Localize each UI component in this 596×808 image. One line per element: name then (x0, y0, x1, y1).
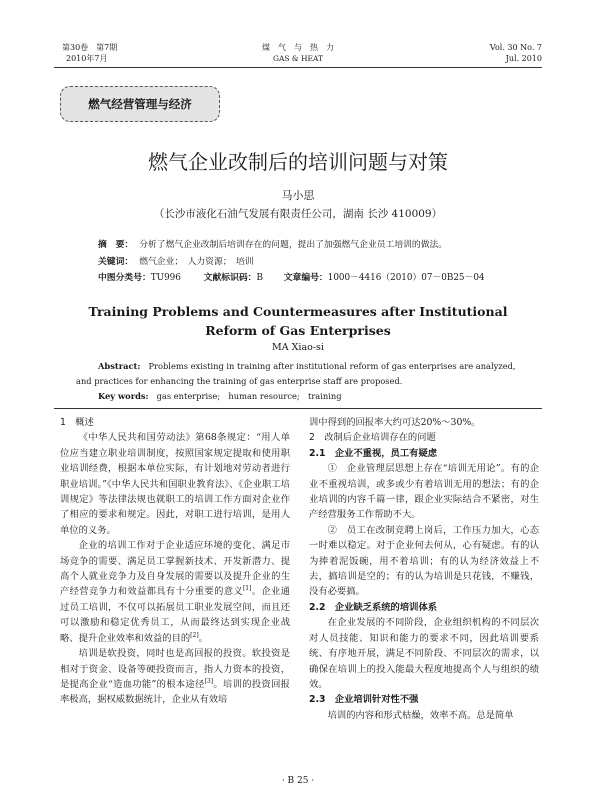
section-2-2-heading: 2.2 企业缺乏系统的培训体系 (309, 601, 438, 613)
abstract-en-text-2: and practices for enhancing the training of gas enterprise staff are proposed. (76, 376, 403, 386)
volume-cn: 第30卷 第7期 (62, 43, 118, 52)
paragraph-2-3: 培训的内容和形式枯燥，效率不高。总是简单 (327, 709, 514, 721)
journal-name-en: GAS & HEAT (272, 54, 323, 63)
date-cn: 2010年7月 (66, 54, 108, 63)
paragraph-3-text-b: 。培训的投资回报率极高，据权威数据统计，企业从有效培 (60, 678, 290, 706)
paragraph-2-2: 在企业发展的不同阶段，企业组织机构的不同层次对人员技能、知识和能力的要求不同，因此培训要系统、有序地开展，满足不同阶段、不同层次的需求，以确保在培训上的投入能最大程度地提高个人与组织的绩效。 (309, 617, 539, 690)
citation-3: [3] (204, 677, 214, 685)
column-label-box (60, 86, 220, 122)
abstract-en-line1 (98, 361, 516, 373)
clc-label: 中图分类号： (98, 273, 151, 283)
citation-1: [1] (242, 585, 252, 593)
column-label: 燃气经营管理与经济 (88, 97, 192, 111)
journal-name-cn: 煤 气 与 热 力 (262, 43, 334, 52)
abstract-rule (54, 408, 542, 409)
paragraph-2-text-c: 。 (198, 632, 208, 644)
paragraph-1: 《中华人民共和国劳动法》第68条规定：“用人单位应当建立职业培训制度，按照国家规定提取和使用职业培训经费，根据本单位实际，有计划地对劳动者进行职业培训。”《中华人民共和国职业教育法》、《企业职工培训规定》等法律法规也就职工的培训工作方面对企业作了相应的要求和规定。因此，对职工进行培训，是用人单位的义务。 (60, 432, 290, 536)
clc-value: TU996 (150, 273, 181, 283)
section-2-1-heading: 2.1 企业不重视，员工有疑虑 (309, 447, 438, 459)
section-2-3-heading: 2.3 企业培训针对性不强 (309, 694, 419, 706)
paragraph-continued: 训中得到的回报率大约可达20%～30%。 (309, 417, 481, 428)
paragraph-2-1-b: ② 员工在改制竞聘上岗后，工作压力加大，心态一时难以稳定。对于企业何去何从，心有疑虑。有的认为捧着泥饭碗，用不着培训；有的认为经济效益上不去，搞培训是空的；有的认为培训是只花钱，不赚钱，没有必要搞。 (309, 524, 539, 598)
abstract-en-text-1: Problems existing in training after institutional reform of gas enterprises are analyzed, (148, 361, 516, 371)
abstract-cn-label: 摘 要： (98, 240, 134, 250)
volume-en: Vol. 30 No. 7 (489, 43, 542, 52)
author-cn: 马小思 (281, 189, 315, 202)
article-id-value: 1000－4416（2010）07－0B25－04 (327, 273, 485, 283)
title-en-line2: Reform of Gas Enterprises (205, 323, 391, 338)
abstract-cn (98, 239, 447, 251)
affiliation-cn: （长沙市液化石油气发展有限责任公司，湖南 长沙 410009） (153, 208, 443, 220)
paragraph-2 (60, 538, 290, 646)
paragraph-2-text-b: 。企业通过员工培训，不仅可以拓展员工职业发展空间，而且还可以激励和稳定优秀员工，从而最终达到实现企业战略、提升企业效率和效益的目的 (60, 586, 290, 644)
section-2-heading: 2 改制后企业培训存在的问题 (309, 432, 436, 444)
keywords-cn (98, 256, 254, 268)
section-1-heading: 1 概述 (60, 417, 94, 428)
article-title-en (0, 302, 596, 340)
keywords-en-label: Key words: (98, 391, 149, 401)
right-column (309, 415, 539, 723)
article-title-cn: 燃气企业改制后的培训问题与对策 (148, 150, 448, 174)
left-column (60, 415, 290, 708)
doc-code-label: 文献标识码： (203, 273, 257, 283)
classification-line (98, 272, 485, 284)
keywords-cn-text: 燃气企业； 人力资源； 培训 (139, 257, 254, 267)
paragraph-3 (60, 646, 290, 708)
date-en: Jul. 2010 (505, 54, 542, 63)
running-header-right (490, 42, 542, 64)
page-number: · B 25 · (281, 776, 315, 786)
doc-code-value: B (256, 273, 263, 283)
paragraph-2-1-a: ① 企业管理层思想上存在“培训无用论”。有的企业不重视培训，或多或少有着培训无用的想法；有的企业培训的内容千篇一律，跟企业实际结合不紧密，对生产经营服务工作帮助不大。 (309, 463, 539, 521)
abstract-cn-text: 分析了燃气企业改制后培训存在的问题，提出了加强燃气企业员工培训的做法。 (139, 240, 448, 250)
keywords-en (98, 391, 342, 403)
title-en-line1: Training Problems and Countermeasures after Institutional (88, 304, 508, 319)
header-rule (54, 67, 542, 68)
abstract-en-label: Abstract: (98, 361, 141, 371)
paragraph-3-text-a: 培训是软投资，同时也是高回报的投资。软投资是相对于资金、设备等硬投资而言，指人力资本的投资，是提高企业“造血功能”的根本途径 (60, 648, 290, 690)
author-en: MA Xiao-si (272, 342, 324, 353)
article-id-label: 文章编号： (283, 273, 328, 283)
keywords-cn-label: 关键词： (98, 257, 134, 267)
keywords-en-text: gas enterprise; human resource; training (156, 391, 342, 401)
citation-2: [2] (190, 631, 199, 639)
paragraph-2-text-a: 企业的培训工作对于企业适应环境的变化、满足市场竞争的需要、满足员工掌握新技术、开发新潜力、提高个人就业竞争力及自身发展的需要以及提升企业的生产经营竞争力和效益都具有十分重要的意义 (60, 540, 290, 598)
